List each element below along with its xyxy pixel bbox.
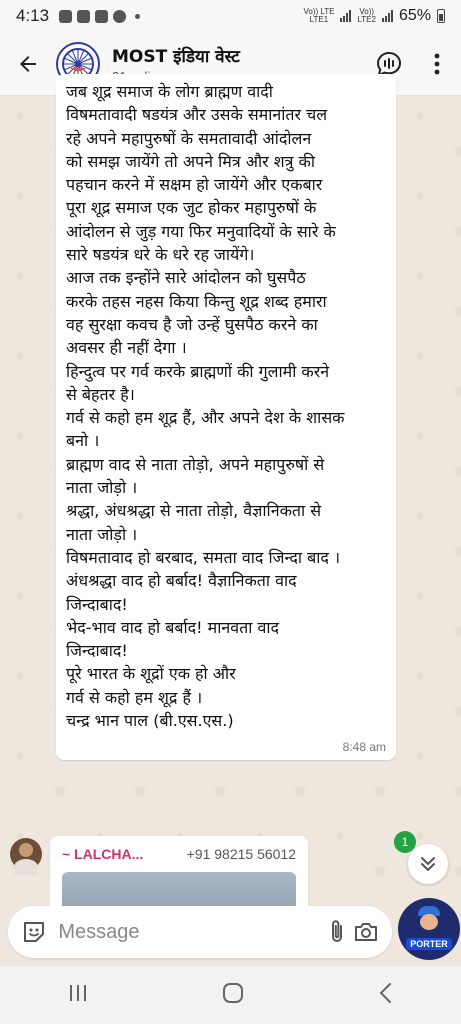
recent-apps-button[interactable] <box>67 983 89 1007</box>
status-bar <box>0 0 461 32</box>
battery-percent: 65% <box>398 7 431 24</box>
message-line: जिन्दाबाद! <box>66 641 128 661</box>
home-icon <box>222 982 244 1004</box>
message-line: गर्व से कहो हम शूद्र हैं । <box>66 687 203 707</box>
camera-button[interactable] <box>352 920 380 944</box>
sticker-icon <box>21 919 47 945</box>
paperclip-icon <box>326 919 348 945</box>
message-icon <box>77 10 90 23</box>
porter-label: PORTER <box>406 938 452 950</box>
attach-button[interactable] <box>323 919 351 945</box>
message-line: अंधश्रद्धा वाद हो बर्बाद! वैज्ञानिकता वाद <box>66 571 297 591</box>
back-nav-button[interactable] <box>378 982 394 1008</box>
sim2-signal-icon <box>382 10 393 22</box>
more-options-button[interactable] <box>413 53 461 75</box>
gallery-icon <box>95 10 108 23</box>
double-chevron-down-icon <box>419 855 437 873</box>
message-line: ब्राह्मण वाद से नाता तोड़ो, अपने महापुरुषों से <box>66 454 325 474</box>
message-line: करके तहस नहस किया किन्तु शूद्र शब्द हमारा <box>66 291 327 311</box>
message-line: भेद-भाव वाद हो बर्बाद! मानवता वाद <box>66 617 280 637</box>
sim2-label: Vo)) LTE2 <box>357 7 376 24</box>
more-notifications-dot-icon <box>135 14 140 19</box>
message-line: आंदोलन से जुड़ गया फिर मनुवादियों के सारे के <box>66 221 336 241</box>
message-line: जब शूद्र समाज के लोग ब्राह्मण वादी <box>66 82 273 101</box>
message-line: को समझ जायेंगे तो अपने मित्र और शत्रु की <box>66 151 315 171</box>
message-line: गर्व से कहो हम शूद्र हैं, और अपने देश के शासक <box>66 408 345 428</box>
message-composer <box>8 906 392 958</box>
back-button[interactable] <box>0 52 56 76</box>
voice-chat-button[interactable] <box>365 51 413 77</box>
message-line: हिन्दुत्व पर गर्व करके ब्राह्मणों की गुलामी करने <box>66 361 330 381</box>
message-line: नाता जोड़ो । <box>66 478 138 498</box>
message-line: सारे षडयंत्र धरे के धरे रह जायेंगे। <box>66 245 255 265</box>
scroll-to-bottom-button[interactable] <box>408 844 448 884</box>
notification-app-icon <box>59 10 72 23</box>
porter-floating-bubble[interactable] <box>398 898 460 960</box>
status-time: 4:13 <box>16 6 50 25</box>
sender-phone: +91 98215 56012 <box>186 846 296 862</box>
whatsapp-icon <box>113 10 126 23</box>
group-name: MOST इंडिया वेस्ट <box>112 46 240 67</box>
message-line: बनो । <box>66 431 100 451</box>
message-line: चन्द्र भान पाल (बी.एस.एस.) <box>66 711 234 731</box>
battery-icon <box>437 9 445 23</box>
message-line: नाता जोड़ो । <box>66 524 138 544</box>
voice-chat-icon <box>376 51 402 77</box>
message-time: 8:48 am <box>342 740 386 755</box>
message-line: पहचान करने में सक्षम हो जायेंगे और एकबार <box>66 175 323 195</box>
more-vertical-icon <box>434 53 440 75</box>
message-line: विषमतावाद हो बरबाद, समता वाद जिन्दा बाद । <box>66 547 341 567</box>
status-right <box>303 7 445 25</box>
message-text <box>66 80 386 732</box>
message-line: वह सुरक्षा कवच है जो उन्हें घुसपैठ करने का <box>66 314 318 334</box>
message-line: पूरे भारत के शूद्रों एक हो और <box>66 664 236 684</box>
system-navigation-bar <box>0 966 461 1024</box>
recent-apps-icon <box>67 983 89 1003</box>
unread-badge: 1 <box>394 831 416 853</box>
notification-icons <box>59 10 140 23</box>
sender-name[interactable]: ~ LALCHA... <box>62 846 144 862</box>
sim1-label: Vo)) LTE LTE1 <box>303 7 335 24</box>
sim1-signal-icon <box>340 10 351 22</box>
message-bubble[interactable] <box>56 74 396 760</box>
message-line: विषमतावादी षडयंत्र और उसके समानांतर चल <box>66 105 328 125</box>
message-line: रहे अपने महापुरुषों के समतावादी आंदोलन <box>66 128 312 148</box>
home-button[interactable] <box>222 982 244 1008</box>
sticker-button[interactable] <box>20 919 48 945</box>
message-line: से बेहतर है। <box>66 384 135 404</box>
chat-area[interactable] <box>0 82 461 904</box>
sender-avatar[interactable] <box>10 838 42 870</box>
message-line: पूरा शूद्र समाज एक जुट होकर महापुरुषों के <box>66 198 317 218</box>
message-line: जिन्दाबाद! <box>66 594 128 614</box>
message-line: श्रद्धा, अंधश्रद्धा से नाता तोड़ो, वैज्ञानिकता से <box>66 501 322 521</box>
next-message-bubble[interactable] <box>50 836 308 916</box>
message-input[interactable] <box>58 921 323 944</box>
message-line: आज तक इन्होंने सारे आंदोलन को घुसपैठ <box>66 268 306 288</box>
camera-icon <box>353 920 379 944</box>
porter-mascot-face <box>420 914 438 930</box>
back-chevron-icon <box>378 982 394 1004</box>
back-arrow-icon <box>16 52 40 76</box>
message-line: अवसर ही नहीं देगा । <box>66 338 187 358</box>
